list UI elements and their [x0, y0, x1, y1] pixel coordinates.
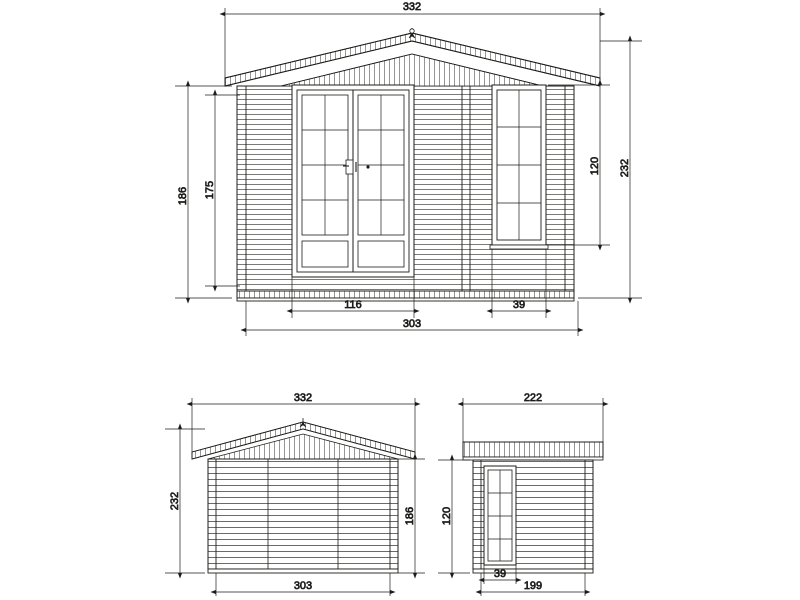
dim-side-long-top-width: 332 [293, 392, 313, 404]
front-elevation-view [175, 1, 642, 336]
dim-side-short-top-width: 222 [523, 392, 543, 404]
dim-front-top-width: 332 [402, 1, 422, 13]
side-elevation-long-view [165, 392, 425, 596]
dim-front-door-width: 116 [344, 299, 362, 311]
front-double-door [292, 85, 414, 277]
dim-front-left-outer-height: 186 [177, 186, 189, 206]
dim-front-right-inner-height: 120 [589, 156, 601, 176]
side-elevation-short-view [438, 392, 603, 596]
dim-side-short-bottom-width: 199 [523, 580, 543, 592]
dim-side-long-left-height: 232 [169, 491, 181, 511]
dim-side-long-right-height: 186 [404, 506, 416, 526]
dim-front-left-inner-height: 175 [204, 180, 216, 200]
dim-front-base-width: 303 [402, 318, 422, 330]
front-window [490, 85, 548, 249]
dim-front-right-outer-height: 232 [619, 158, 631, 178]
dim-front-window-width: 39 [512, 299, 526, 311]
dim-side-long-bottom-width: 303 [293, 580, 313, 592]
dim-side-short-left-height: 120 [441, 506, 453, 526]
dim-side-short-window-width: 39 [493, 568, 507, 580]
